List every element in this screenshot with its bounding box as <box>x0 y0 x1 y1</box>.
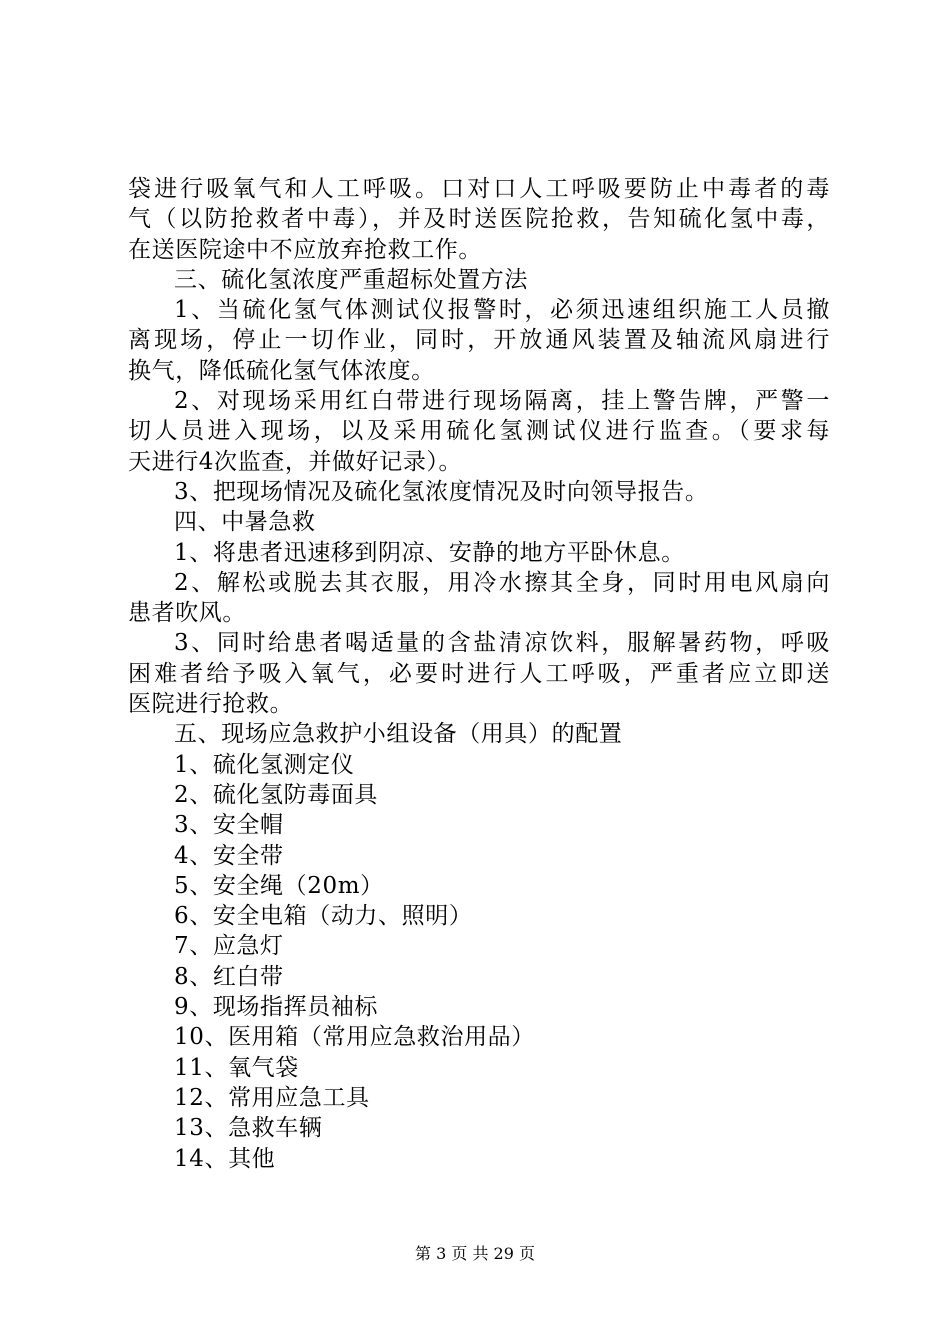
paragraph-line: 3、同时给患者喝适量的含盐清凉饮料，服解暑药物，呼吸 <box>174 630 830 657</box>
paragraph-line: 四、中暑急救 <box>174 509 316 536</box>
paragraph-line: 2、解松或脱去其衣服，用冷水擦其全身，同时用电风扇向 <box>174 569 830 596</box>
page-footer: 第 3 页 共 29 页 <box>415 1244 535 1263</box>
paragraph <box>128 1113 830 1143</box>
paragraph <box>128 780 830 810</box>
paragraph-line: 气（以防抢救者中毒），并及时送医院抢救，告知硫化氢中毒， <box>128 206 830 233</box>
paragraph-line: 14、其他 <box>174 1145 276 1172</box>
paragraph-line: 在送医院途中不应放弃抢救工作。 <box>128 236 482 263</box>
paragraph-line: 3、把现场情况及硫化氢浓度情况及时向领导报告。 <box>174 478 709 505</box>
paragraph-line: 困难者给予吸入氧气，必要时进行人工呼吸，严重者应立即送 <box>128 660 830 687</box>
paragraph <box>128 841 830 871</box>
paragraph-line: 切人员进入现场，以及采用硫化氢测试仪进行监查。（要求每 <box>128 418 830 445</box>
paragraph-line: 医院进行抢救。 <box>128 691 294 718</box>
paragraph <box>128 507 830 537</box>
paragraph <box>128 628 830 719</box>
paragraph-line: 2、对现场采用红白带进行现场隔离，挂上警告牌，严警一 <box>174 388 830 415</box>
paragraph <box>128 810 830 840</box>
paragraph-line: 13、急救车辆 <box>174 1115 323 1142</box>
paragraph-line: 换气，降低硫化氢气体浓度。 <box>128 357 435 384</box>
paragraph <box>128 1083 830 1113</box>
paragraph-line: 五、现场应急救护小组设备（用具）的配置 <box>174 721 623 748</box>
paragraph <box>128 871 830 901</box>
paragraph <box>128 1144 830 1174</box>
paragraph <box>128 992 830 1022</box>
paragraph-line: 1、当硫化氢气体测试仪报警时，必须迅速组织施工人员撤 <box>174 297 830 324</box>
paragraph-line: 4、安全带 <box>174 842 284 869</box>
paragraph-line: 8、红白带 <box>174 963 284 990</box>
paragraph-line: 9、现场指挥员袖标 <box>174 994 379 1021</box>
paragraph-line: 离现场，停止一切作业，同时，开放通风装置及轴流风扇进行 <box>128 327 830 354</box>
paragraph-line: 3、安全帽 <box>174 812 284 839</box>
paragraph-line: 7、应急灯 <box>174 933 284 960</box>
paragraph <box>128 174 830 265</box>
document-body <box>128 174 830 1174</box>
paragraph <box>128 265 830 295</box>
paragraph-line: 5、安全绳（20m） <box>174 872 384 899</box>
paragraph <box>128 568 830 629</box>
paragraph-line: 天进行4次监查，并做好记录）。 <box>128 448 463 475</box>
paragraph-line: 2、硫化氢防毒面具 <box>174 781 379 808</box>
paragraph <box>128 1053 830 1083</box>
paragraph <box>128 901 830 931</box>
paragraph-line: 10、医用箱（常用应急救治用品） <box>174 1024 535 1051</box>
paragraph <box>128 295 830 386</box>
paragraph <box>128 386 830 477</box>
paragraph <box>128 962 830 992</box>
paragraph <box>128 1022 830 1052</box>
paragraph <box>128 538 830 568</box>
paragraph-line: 6、安全电箱（动力、照明） <box>174 903 473 930</box>
paragraph <box>128 750 830 780</box>
paragraph-line: 1、硫化氢测定仪 <box>174 751 355 778</box>
paragraph-line: 1、将患者迅速移到阴凉、安静的地方平卧休息。 <box>174 539 685 566</box>
paragraph-line: 袋进行吸氧气和人工呼吸。口对口人工呼吸要防止中毒者的毒 <box>128 176 830 202</box>
paragraph-line: 三、硫化氢浓度严重超标处置方法 <box>174 266 528 293</box>
paragraph <box>128 477 830 507</box>
paragraph-line: 11、氧气袋 <box>174 1054 299 1081</box>
paragraph <box>128 931 830 961</box>
paragraph-line: 患者吹风。 <box>128 600 246 627</box>
paragraph-line: 12、常用应急工具 <box>174 1084 370 1111</box>
paragraph <box>128 719 830 749</box>
